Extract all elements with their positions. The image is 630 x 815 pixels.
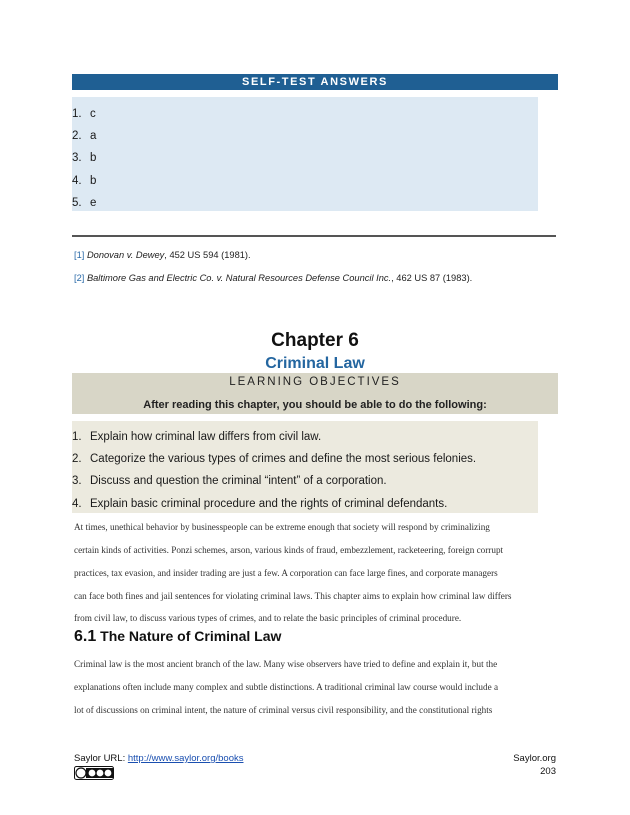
intro-paragraph-line: At times, unethical behavior by businesspeople can be extreme enough that society will respond by criminalizing [74, 522, 490, 532]
footer-url-label: Saylor URL: [74, 753, 128, 764]
objective-text: Explain how criminal law differs from civil law. [90, 431, 322, 443]
chapter-subtitle: Criminal Law [265, 355, 365, 372]
section-paragraph-line: explanations often include many complex and subtle distinctions. A traditional criminal law course would include a [74, 682, 499, 692]
section-paragraph-line: Criminal law is the most ancient branch of the law. Many wise observers have tried to define and explain it, but the [74, 659, 498, 669]
answer-value: e [90, 197, 97, 209]
footnote-case-name: Donovan v. Dewey [86, 250, 165, 260]
page-number: 203 [540, 766, 556, 777]
learning-objectives-header [72, 373, 558, 414]
footnote-case-name: Baltimore Gas and Electric Co. v. Natural Resources Defense Council Inc. [86, 273, 392, 283]
learning-objectives-list [72, 421, 538, 513]
answer-value: a [90, 130, 97, 142]
footer-url [74, 753, 244, 764]
footnote-ref-link[interactable]: [1] [74, 250, 85, 260]
footnote-ref-link[interactable]: [2] [74, 273, 85, 283]
footnote-1 [74, 250, 251, 260]
footnote-2 [74, 273, 472, 283]
self-test-answers-list [72, 97, 538, 211]
objective-number: 2. [72, 453, 82, 465]
self-test-header: SELF-TEST ANSWERS [72, 74, 558, 90]
objective-number: 1. [72, 431, 82, 443]
footer-site: Saylor.org [513, 753, 556, 764]
objective-text: Discuss and question the criminal “intent” of a corporation. [90, 475, 387, 487]
footnote-citation: , 452 US 594 (1981). [164, 250, 251, 260]
answer-number: 3. [72, 152, 82, 164]
section-title: The Nature of Criminal Law [100, 628, 282, 644]
creative-commons-icon [74, 766, 114, 780]
intro-paragraph-line: certain kinds of activities. Ponzi schemes, arson, various kinds of fraud, embezzlement, racketeering, foreign corrupt [74, 545, 504, 555]
footer-url-link[interactable]: http://www.saylor.org/books [127, 753, 244, 764]
intro-paragraph-line: practices, tax evasion, and insider trading are just a few. A corporation can face large fines, and corporate managers [74, 568, 498, 578]
answer-number: 4. [72, 175, 82, 187]
section-heading [74, 628, 281, 646]
footnote-citation: , 462 US 87 (1983). [391, 273, 473, 283]
answer-number: 1. [72, 108, 82, 120]
objective-text: Explain basic criminal procedure and the rights of criminal defendants. [90, 498, 448, 510]
answer-value: c [90, 108, 96, 120]
answer-value: b [90, 152, 97, 164]
learning-objectives-intro: After reading this chapter, you should be able to do the following: [143, 399, 487, 411]
footnote-divider [72, 235, 556, 237]
chapter-title: Chapter 6 [271, 330, 359, 351]
objective-number: 3. [72, 475, 82, 487]
section-number: 6.1 [74, 628, 97, 645]
intro-paragraph-line: can face both fines and jail sentences for violating criminal laws. This chapter aims to explain how criminal law differs [74, 591, 512, 601]
answer-number: 5. [72, 197, 82, 209]
objective-number: 4. [72, 498, 82, 510]
section-paragraph-line: lot of discussions on criminal intent, the nature of criminal versus civil responsibility, and the constitutional rights [74, 705, 493, 715]
intro-paragraph-line: from civil law, to discuss various types of crimes, and to relate the basic principles of criminal procedure. [74, 613, 462, 623]
answer-value: b [90, 175, 97, 187]
learning-objectives-title: LEARNING OBJECTIVES [229, 376, 401, 388]
objective-text: Categorize the various types of crimes and define the most serious felonies. [90, 453, 477, 465]
answer-number: 2. [72, 130, 82, 142]
